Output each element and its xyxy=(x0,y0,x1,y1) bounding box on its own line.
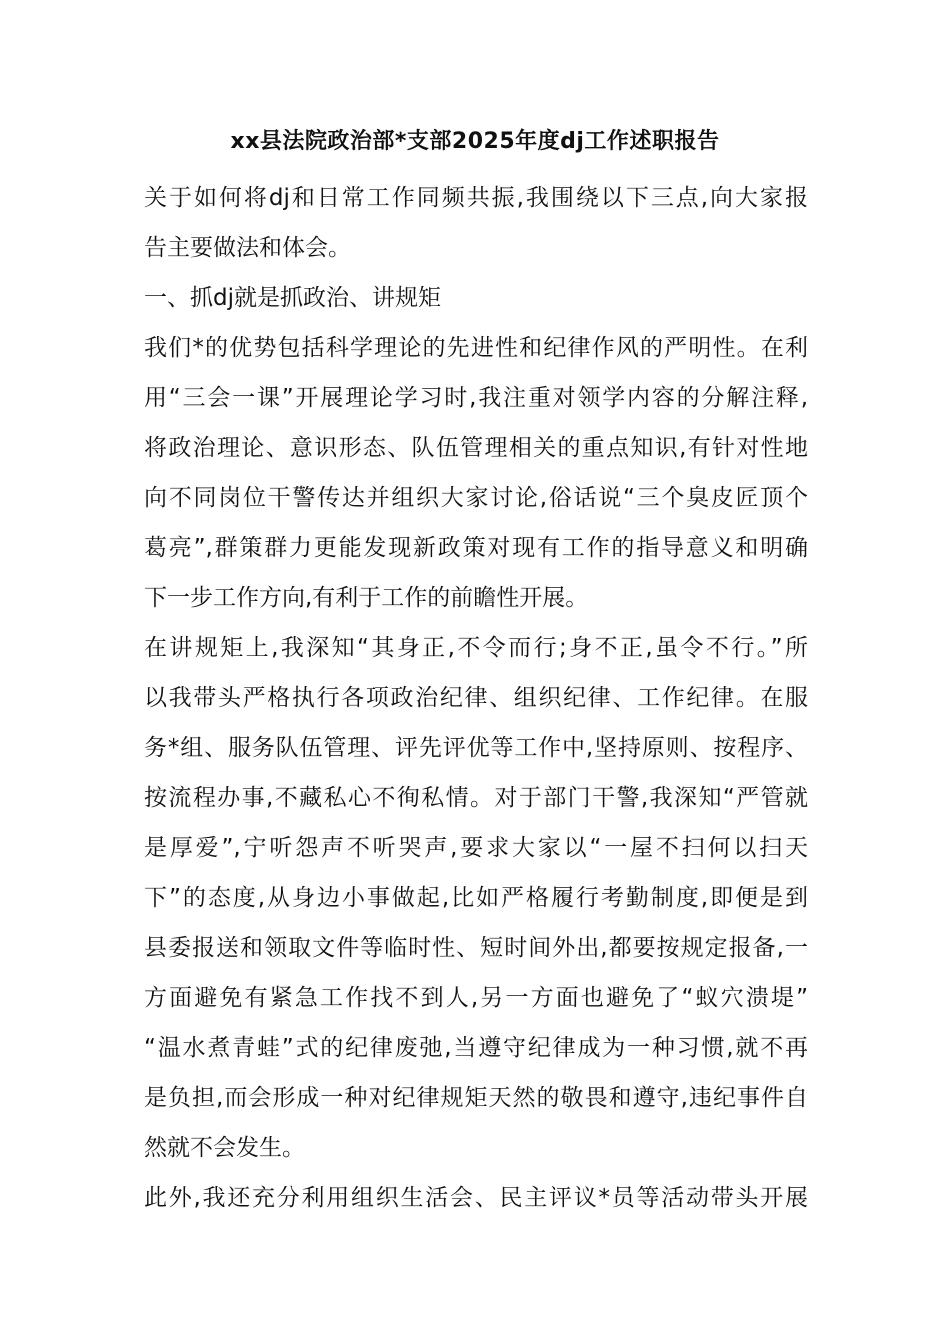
body-line: 在讲规矩上,我深知“其身正,不令而行;身不正,虽令不行。”所 xyxy=(144,635,808,661)
body-line: 此外,我还充分利用组织生活会、民主评议*员等活动带头开展 xyxy=(144,1185,808,1211)
body-line: 方面避免有紧急工作找不到人,另一方面也避免了“蚁穴溃堤” xyxy=(144,985,808,1011)
body-line: 然就不会发生。 xyxy=(144,1135,305,1161)
body-line: 县委报送和领取文件等临时性、短时间外出,都要按规定报备,一 xyxy=(144,935,808,961)
body-line: 向不同岗位干警传达并组织大家讨论,俗话说“三个臭皮匠顶个 xyxy=(144,485,808,511)
body-line: 是负担,而会形成一种对纪律规矩天然的敬畏和遵守,违纪事件自 xyxy=(144,1085,808,1111)
body-line: 以我带头严格执行各项政治纪律、组织纪律、工作纪律。在服 xyxy=(144,685,808,711)
section-heading: 一、抓dj就是抓政治、讲规矩 xyxy=(144,285,441,311)
body-line: 关于如何将dj和日常工作同频共振,我围绕以下三点,向大家报 xyxy=(144,185,808,211)
body-line: 用“三会一课”开展理论学习时,我注重对领学内容的分解注释, xyxy=(144,385,808,411)
body-line: 下一步工作方向,有利于工作的前瞻性开展。 xyxy=(144,585,589,611)
body-line: 按流程办事,不藏私心不徇私情。对于部门干警,我深知“严管就 xyxy=(144,785,808,811)
body-line: 葛亮”,群策群力更能发现新政策对现有工作的指导意义和明确 xyxy=(144,535,808,561)
document-body xyxy=(144,173,808,1223)
body-line: 告主要做法和体会。 xyxy=(144,235,351,261)
body-line: 是厚爱”,宁听怨声不听哭声,要求大家以“一屋不扫何以扫天 xyxy=(144,835,808,861)
body-line: 下”的态度,从身边小事做起,比如严格履行考勤制度,即便是到 xyxy=(144,885,808,911)
body-line: 务*组、服务队伍管理、评先评优等工作中,坚持原则、按程序、 xyxy=(144,735,808,761)
body-line: 将政治理论、意识形态、队伍管理相关的重点知识,有针对性地 xyxy=(144,435,808,461)
body-line: “温水煮青蛙”式的纪律废弛,当遵守纪律成为一种习惯,就不再 xyxy=(144,1035,808,1061)
document-title: xx县法院政治部*支部2025年度dj工作述职报告 xyxy=(230,129,720,154)
body-line: 我们*的优势包括科学理论的先进性和纪律作风的严明性。在利 xyxy=(144,335,808,361)
